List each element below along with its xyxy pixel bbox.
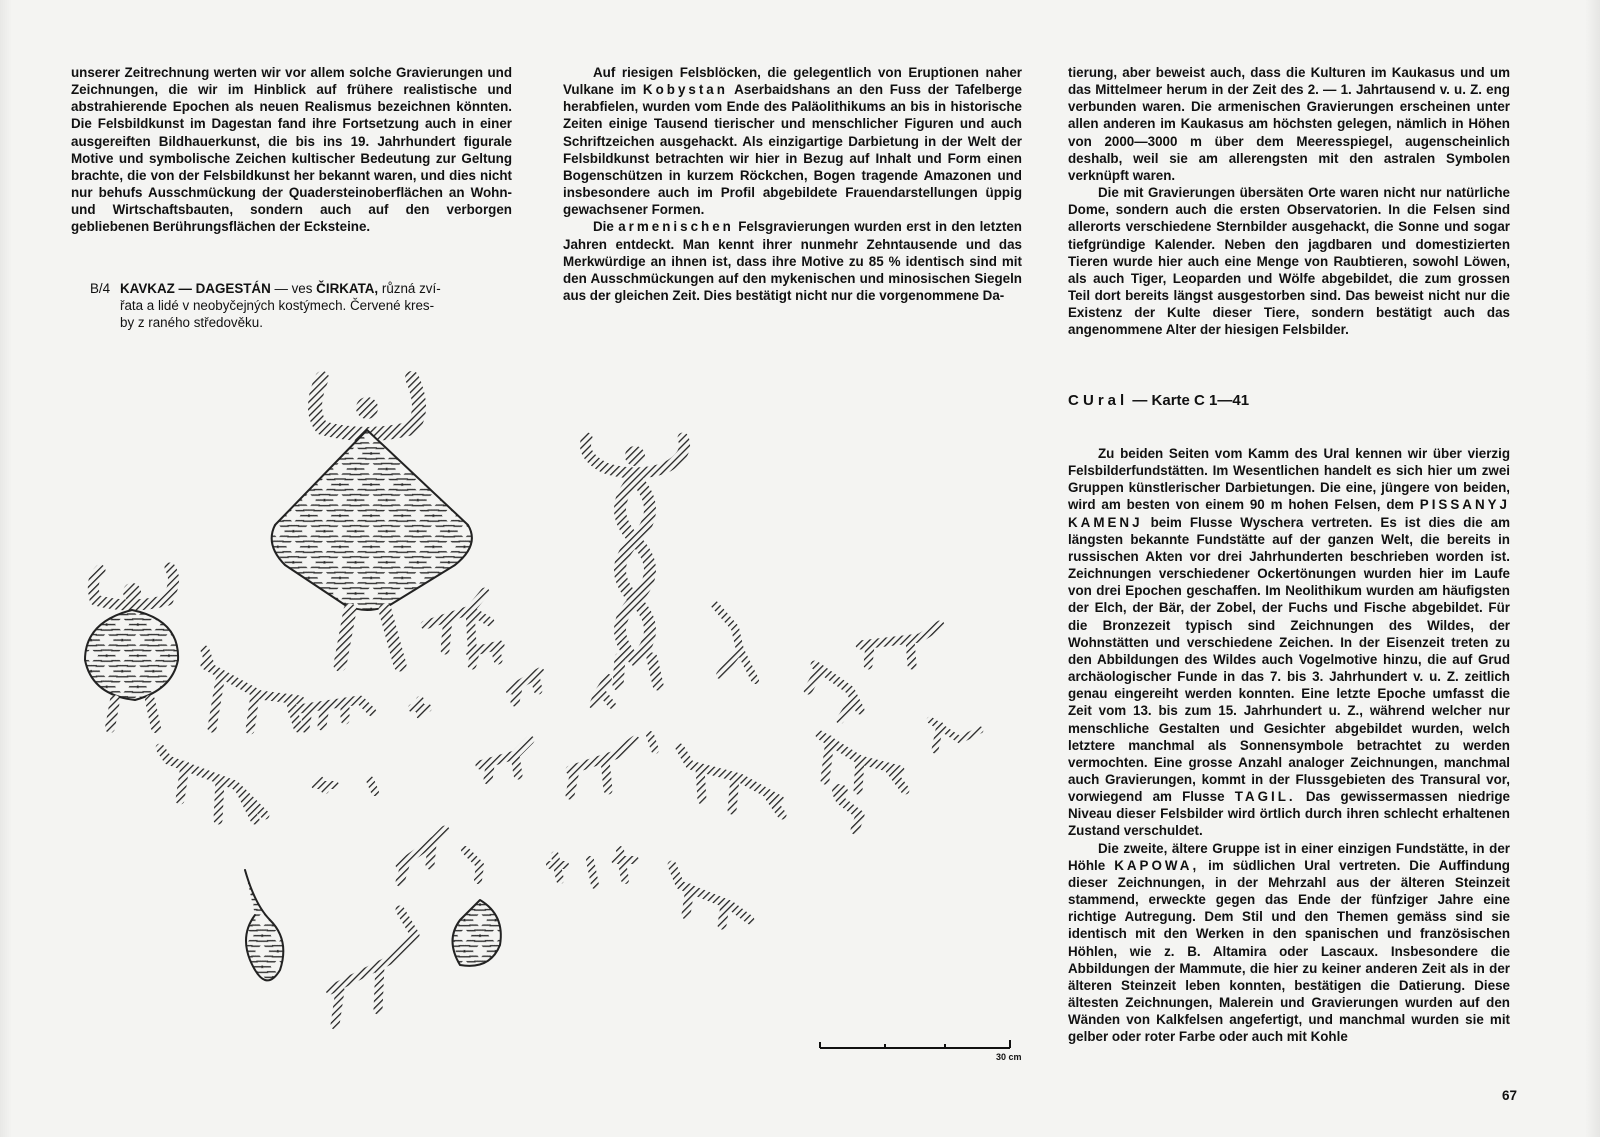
text-run: Felsgravierungen wurden erst in den letzten Jahren entdeckt. Man kennt ihrer nunmehr Zehntausende und das Merkwürdige an ihnen ist, dass ihre Motive zu 85 % identisch sind mit den Ausschmückungen auf den mykenischen und minosischen Siegeln aus der gleichen Zeit. Dies bestätigt nicht nur die vorgenommene Da- — [563, 219, 1022, 304]
figure-caption — [90, 280, 530, 331]
caption-text-2: řata a lidé v neobyčejných kostýmech. Červené kres- — [120, 298, 435, 313]
section-heading — [1068, 392, 1249, 409]
text-column-right — [1068, 64, 1510, 339]
caption-text-3: by z raného středověku. — [120, 315, 263, 330]
caption-text-1: různá zví- — [378, 281, 441, 296]
paragraph: Die mit Gravierungen übersäten Orte waren nicht nur natürliche Dome, sondern auch die ersten Observatorien. In die Felsen sind allerorts verschiedene Sternbilder ausgehackt, die Sonne und sogar tiefgründige Kalender. Neben den jagdbaren und domestizierten Tieren wurde hier auch eine Menge von Raubtieren, sowohl Löwen, als auch Tiger, Leoparden und Wölfe abgebildet, die zum grossen Teil dort bereits längst ausgestorben sind. Das beweist nicht nur die Existenz der Kulte dieser Tiere, sondern bestätigt auch das angenommene Alter der hiesigen Felsbilder. — [1068, 185, 1510, 338]
text-run: Aserbaidshans an den Fuss der Tafelberge herabfielen, wurden vom Ende des Paläolithikums an bis in historische Zeiten einige Tausend tierischer und menschlicher Figuren und auch Schriftzeichen ausgehackt. Als einzigartige Darbietung in der Welt der Felsbildkunst betrachten wir hier in Bezug auf Inhalt und Form einen Bogenschützen in kurzem Röckchen, Bogen tragende Amazonen und insbesondere auch im Profil abgebildete Frauendarstellungen üppig gewachsener Formen. — [563, 82, 1022, 218]
paragraph — [563, 64, 1022, 218]
paragraph: unserer Zeitrechnung werten wir vor allem solche Gravierungen und Zeichnungen, die wir im Hinblick auf frühere realistische und abstrahierende Epochen als neuen Realismus bezeichnen könnten. Die Felsbildkunst im Dagestan fand ihre Fortsetzung auch in einer ausgereiften Bildhauerkunst, die bis ins 19. Jahrhundert figurale Motive und symbolische Zeichen kultischer Bedeutung zur Geltung brachte, die von der Felsbildkunst her bekannt waren, und dies nicht nur behufs Ausschmückung der Quadersteinoberflächen an Wohn-und Wirtschaftsbauten, sondern auch auf den verborgen gebliebenen Berührungsflächen der Ecksteine. — [71, 65, 512, 235]
text-column-right-lower — [1068, 445, 1510, 1045]
figure-costumed-humans — [245, 665, 980, 980]
text-run: Die zweite, ältere Gruppe ist in einer einzigen Fundstätte, in der Höhle — [1068, 840, 1510, 873]
scale-label: 30 cm — [996, 1052, 1022, 1062]
text-run: im südlichen Ural vertreten. Die Auffindung dieser Zeichnungen, in der Mehrzahl aus der älteren Steinzeit stammend, erweckte gegen das Ende der fünfziger Jahre eine richtige Autregung. Dem Stil und den Themen gemäss sind sie identisch mit den Werken in den spanischen und französischen Höhlen, wie z. B. Altamira oder Lascaux. Insbesondere die Abbildungen der Mammute, die hier zu keiner anderen Zeit als in der älteren Steinzeit leben konnten, bestätigen die Datierung. Diese ältesten Zeichnungen, Malerein und Gravierungen wurden auf den Wänden von Kalkfelsen angefertigt, und manchmal wurden sie mit gelber oder roter Farbe oder auch mit Kohle — [1068, 857, 1510, 1045]
spaced-term: armenischen — [618, 219, 734, 235]
caption-village: ČIRKATA, — [316, 281, 379, 296]
paragraph — [563, 218, 1022, 304]
section-title: Ural — [1083, 392, 1129, 409]
text-run: Die — [593, 219, 614, 235]
caption-village-prefix: — ves — [270, 281, 317, 296]
section-suffix: — Karte C 1—41 — [1128, 392, 1250, 409]
spaced-term: PISSANYJ KAMENJ — [1068, 497, 1510, 530]
figure-small-humans — [315, 605, 755, 885]
text-column-middle — [563, 64, 1022, 304]
figure-code: B/4 — [90, 281, 111, 296]
spaced-term: TAGIL. — [1234, 789, 1296, 805]
figure-braided-man — [585, 438, 684, 685]
caption-region: KAVKAZ — DAGESTÁN — [120, 281, 271, 296]
paragraph — [1068, 840, 1510, 1046]
text-column-left — [71, 64, 512, 236]
text-run: beim Flusse Wyschera vertreten. Es ist dies die am längsten bekannte Fundstätte auf der ganzen Welt, die bereits in russischen Akten vor drei Jahrhunderten beschrieben worden ist. Zeichnungen verschiedener Ockertönungen wurden hier im Laufe von drei Epochen geschaffen. Im Neolithikum wurden am häufigsten der Elch, der Bär, der Zobel, der Fuchs und Fische abgebildet. Für die Bronzezeit typisch sind Zeichnungen des Wildes, der Wohnstätten und verschiedene Zeichen. In der Eisenzeit treten zu den Abbildungen des Wildes auch Vogelmotive hinzu, die auf Grud archäologischer Funde in das 7. bis 3. Jahrhundert v. u. Z. zeitlich genau eingereiht werden konnten. Eine letzte Epoche umfasst die Zeit vom 13. bis zum 15. Jahrhundert u. Z., während welcher nur menschliche Gestalten und Gesichter abgebildet wurden, welch letztere manchmal als Sonnensymbole betrachtet zu werden vermochten. Eine grosse Anzahl analoger Zeichnungen, manchmal auch Gravierungen, kommt in der Flussgebieten des Transural vor, vorwiegend am Flusse — [1068, 514, 1510, 805]
text-run: Auf riesigen Felsblöcken, die gelegentlich von Eruptionen naher Vulkane im — [563, 65, 1022, 98]
scale-bar — [820, 1040, 1010, 1048]
petroglyph-illustration — [60, 360, 1060, 1080]
spaced-term: Kobystan — [642, 82, 728, 98]
section-letter: C — [1068, 392, 1079, 409]
page-number: 67 — [1502, 1088, 1518, 1103]
figure-oval-woman — [85, 568, 178, 728]
spaced-term: KAPOWA, — [1114, 857, 1200, 873]
paragraph — [1068, 445, 1510, 840]
paragraph: tierung, aber beweist auch, dass die Kulturen im Kaukasus und um das Mittelmeer herum in der Zeit des 2. — 1. Jahrtausend v. u. Z. eng verbunden waren. Die armenischen Gravierungen erscheinen unter allen anderen im Kaukasus am höchsten gelegen, nämlich in Höhen von 2000—3000 m über dem Meeresspiegel, augenscheinlich deshalb, weil sie am allerengsten mit den astralen Symbolen verknüpft waren. — [1068, 65, 1510, 183]
text-run: Zu beiden Seiten vom Kamm des Ural kennen wir über vierzig Felsbilderfundstätten. Im Wesentlichen handelt es sich hier um zwei Gruppen künstlerischer Darbietungen. Die eine, jüngere von beiden, wird am besten von einem 90 m hohen Felsen, dem — [1068, 446, 1510, 513]
text-run: Das gewissermassen niedrige Niveau dieser Felsbilder wird örtlich durch ihren schlecht erhaltenen Zustand verschuldet. — [1068, 789, 1510, 839]
